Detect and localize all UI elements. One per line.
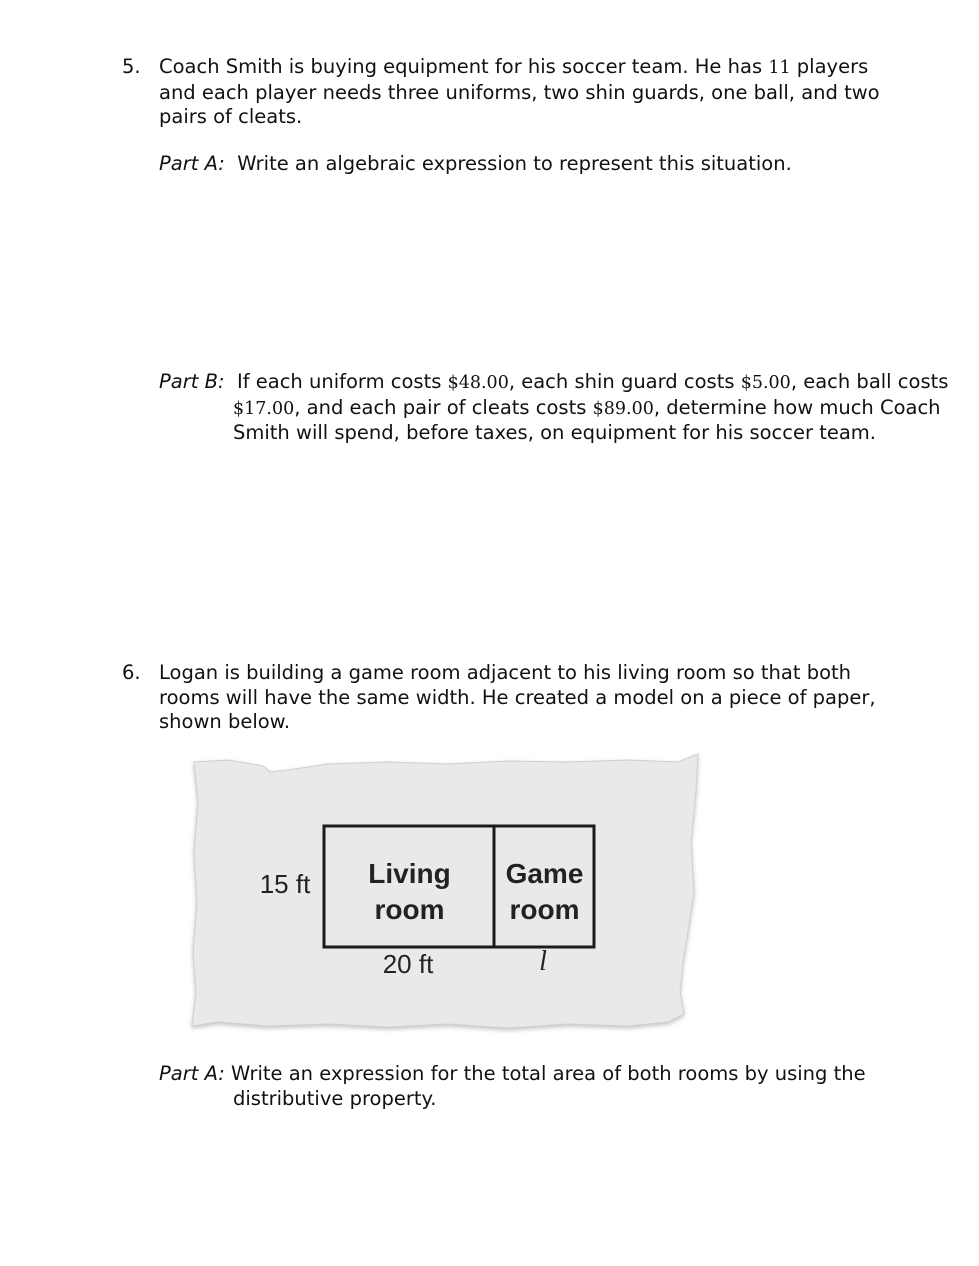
- living-room-label: Living room: [368, 858, 451, 925]
- part-a-label: Part A:: [159, 1062, 225, 1085]
- problem-5: [122, 55, 922, 130]
- height-label: 15 ft: [259, 869, 311, 899]
- problem-5-part-b: Part B: If each uniform costs $48.00, each shin guard costs $5.00, each ball costs $17.00, and each pair of cleats costs $89.00, determine how much Coach Smith will spend, before taxes, on equipment for his soccer team.: [159, 370, 949, 444]
- problem-6: [122, 661, 922, 735]
- uniform-cost: $48.00: [447, 373, 509, 393]
- part-a-label: Part A:: [159, 152, 225, 175]
- shin-guard-cost: $5.00: [740, 373, 791, 393]
- living-room-length: 20 ft: [382, 949, 434, 979]
- problem-6-text: Logan is building a game room adjacent to his living room so that both rooms will have the same width. He created a model on a piece of paper, shown below.: [159, 661, 876, 733]
- player-count: 11: [768, 58, 791, 78]
- game-room-length: l: [539, 946, 547, 977]
- ball-cost: $17.00: [233, 398, 295, 419]
- cleats-cost: $89.00: [592, 398, 654, 419]
- problem-5-number: 5.: [122, 55, 141, 78]
- problem-5-part-a: [159, 152, 919, 177]
- room-model-figure: [188, 752, 703, 1034]
- game-room-label: Game room: [505, 858, 584, 925]
- part-a-text: Write an expression for the total area of both rooms by using the distributive property.: [231, 1062, 866, 1110]
- part-b-label: Part B:: [159, 370, 225, 393]
- problem-6-number: 6.: [122, 661, 141, 684]
- part-a-text: Write an algebraic expression to represent this situation.: [237, 152, 792, 175]
- problem-5-text: Coach Smith is buying equipment for his soccer team. He has 11 players and each player needs three uniforms, two shin guards, one ball, and two pairs of cleats.: [159, 55, 880, 128]
- problem-6-part-a: [159, 1062, 973, 1111]
